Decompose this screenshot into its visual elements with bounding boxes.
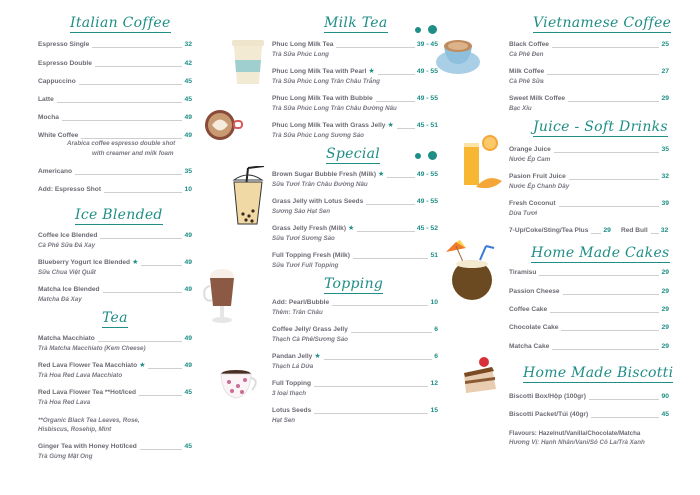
topping-title: Topping [324, 276, 384, 292]
coffee-cup-saucer-illustration [434, 34, 482, 76]
star-icon: ★ [387, 122, 394, 129]
menu-item[interactable]: Blueberry Yogurt Ice Blended ★ 49 Sữa Chua Việt Quất [38, 259, 192, 276]
menu-item[interactable]: Full Topping Fresh (Milk) 51 Sữa Tươi Full Topping [272, 252, 438, 269]
menu-item[interactable]: Red Lava Flower Tea Macchiato ★ 49 Trà Hoa Red Lava Macchiato [38, 362, 192, 379]
menu-item[interactable]: Espresso Single 32 [38, 41, 192, 48]
menu-item[interactable]: Sweet Milk Coffee 29 Bạc Xỉu [509, 95, 669, 112]
menu-item[interactable]: Chocolate Cake 29 [509, 324, 669, 331]
coconut-drink-illustration [442, 240, 498, 304]
ice-blended-title: Ice Blended [75, 207, 163, 223]
menu-item[interactable]: Phuc Long Milk Tea with Grass Jelly ★ 45 - 51 Trà Sữa Phúc Long Sương Sáo [272, 122, 438, 139]
menu-item[interactable]: Latte 45 [38, 96, 192, 103]
tea-note: **Organic Black Tea Leaves, Rose, [38, 417, 140, 424]
floral-tea-cup-illustration [218, 366, 264, 402]
menu-item[interactable]: Red Lava Flower Tea **Hot/Iced 45 Trà Hoa Red Lava [38, 389, 192, 406]
star-icon: ★ [378, 171, 385, 178]
menu-item[interactable]: Lotus Seeds 15 Hạt Sen [272, 407, 438, 424]
soft-drinks-row[interactable]: 7-Up/Coke/Sting/Tea Plus 29 Red Bull 32 [509, 227, 669, 234]
menu-item[interactable]: Grass Jelly with Lotus Seeds 49 - 55 Sương Sáo Hạt Sen [272, 198, 438, 215]
menu-item[interactable]: Matcha Ice Blended 49 Matcha Đá Xay [38, 286, 192, 303]
white-coffee-note: Arabica coffee espresso double shot [67, 140, 176, 147]
menu-item[interactable]: Biscotti Box/Hộp (100gr) 90 [509, 393, 669, 400]
star-icon: ★ [139, 362, 146, 369]
menu-item[interactable]: Mocha 49 [38, 114, 192, 121]
biscotti-flavours: Flavours: Hazelnut/Vanilla/Chocolate/Matcha [509, 430, 641, 437]
menu-item[interactable]: Pasion Fruit Juice 32 Nước Ép Chanh Dây [509, 173, 669, 190]
decorative-dot [415, 153, 421, 159]
menu-item[interactable]: Pandan Jelly ★ 6 Thạch Lá Dứa [272, 353, 438, 370]
special-title: Special [326, 146, 381, 162]
vietnamese-coffee-title: Vietnamese Coffee [533, 15, 672, 31]
cake-slice-illustration [458, 355, 500, 397]
milk-tea-title: Milk Tea [324, 15, 388, 31]
menu-item[interactable]: Add: Pearl/Bubble 10 Thêm: Trân Châu [272, 299, 438, 316]
decorative-dot [428, 151, 437, 160]
menu-item[interactable]: Tiramisu 29 [509, 269, 669, 276]
white-coffee-note: with creamer and milk foam [92, 150, 174, 157]
biscotti-flavours-vi: Hương Vị: Hạnh Nhân/Vani/Sô Cô La/Trà Xanh [509, 439, 645, 446]
menu-item[interactable]: Milk Coffee 27 Cà Phê Sữa [509, 68, 669, 85]
menu-item[interactable]: Grass Jelly Fresh (Milk) ★ 45 - 52 Sữa Tươi Sương Sáo [272, 225, 438, 242]
menu-item[interactable]: Passion Cheese 29 [509, 288, 669, 295]
bubble-tea-illustration [228, 166, 268, 228]
menu-item[interactable]: Americano 35 [38, 168, 192, 175]
menu-item[interactable]: Ginger Tea with Honey Hot/Iced 45 Trà Gừng Mật Ong [38, 443, 192, 460]
menu-item[interactable]: Brown Sugar Bubble Fresh (Milk) ★ 49 - 55 Sữa Tươi Trân Châu Đường Nâu [272, 171, 438, 188]
menu-item[interactable]: Black Coffee 25 Cà Phê Đen [509, 41, 669, 58]
chocolate-drink-glass-illustration [200, 268, 240, 326]
menu-item[interactable]: Cappuccino 45 [38, 78, 192, 85]
menu-item[interactable]: Matcha Cake 29 [509, 343, 669, 350]
juice-title: Juice - Soft Drinks [533, 119, 668, 135]
menu-item[interactable]: Phuc Long Milk Tea 39 - 45 Trà Sữa Phúc Long [272, 41, 438, 58]
menu-item[interactable]: Phuc Long Milk Tea with Bubble 49 - 55 Trà Sữa Phúc Long Trân Châu Đường Nâu [272, 95, 438, 112]
star-icon: ★ [132, 259, 139, 266]
menu-item[interactable]: Fresh Coconut 39 Dừa Tươi [509, 200, 669, 217]
menu-item[interactable]: Biscotti Packet/Túi (40gr) 45 [509, 411, 669, 418]
menu-item[interactable]: Add: Espresso Shot 10 [38, 186, 192, 193]
menu-item[interactable]: Espresso Double 42 [38, 60, 192, 67]
menu-item[interactable]: Full Topping 12 3 loại thạch [272, 380, 438, 397]
menu-item[interactable]: Coffee Jelly/ Grass Jelly 6 Thạch Cà Phê/Sương Sáo [272, 326, 438, 343]
orange-juice-illustration [462, 135, 502, 190]
menu-item[interactable]: Phuc Long Milk Tea with Pearl ★ 49 - 55 Trà Sữa Phúc Long Trân Châu Trắng [272, 68, 438, 85]
tea-title: Tea [102, 310, 128, 326]
menu-item[interactable]: White Coffee 49 [38, 132, 192, 139]
decorative-dot [415, 27, 421, 33]
star-icon: ★ [348, 225, 355, 232]
italian-coffee-title: Italian Coffee [70, 15, 171, 31]
star-icon: ★ [368, 68, 375, 75]
menu-item[interactable]: Coffee Cake 29 [509, 306, 669, 313]
menu-item[interactable]: Matcha Macchiato 49 Trà Matcha Macchiato (Kem Cheese) [38, 335, 192, 352]
menu-item[interactable]: Coffee Ice Blended 49 Cà Phê Sữa Đá Xay [38, 232, 192, 249]
cakes-title: Home Made Cakes [531, 245, 670, 261]
milk-tea-cup-illustration [230, 38, 266, 86]
decorative-dot [428, 25, 437, 34]
biscotti-title: Home Made Biscotti [523, 365, 674, 381]
star-icon: ★ [314, 353, 321, 360]
menu-item[interactable]: Orange Juice 35 Nước Ép Cam [509, 146, 669, 163]
tea-note: Hisbiscus, Rosehip, Mint [38, 426, 112, 433]
latte-art-cup-illustration [202, 108, 244, 142]
